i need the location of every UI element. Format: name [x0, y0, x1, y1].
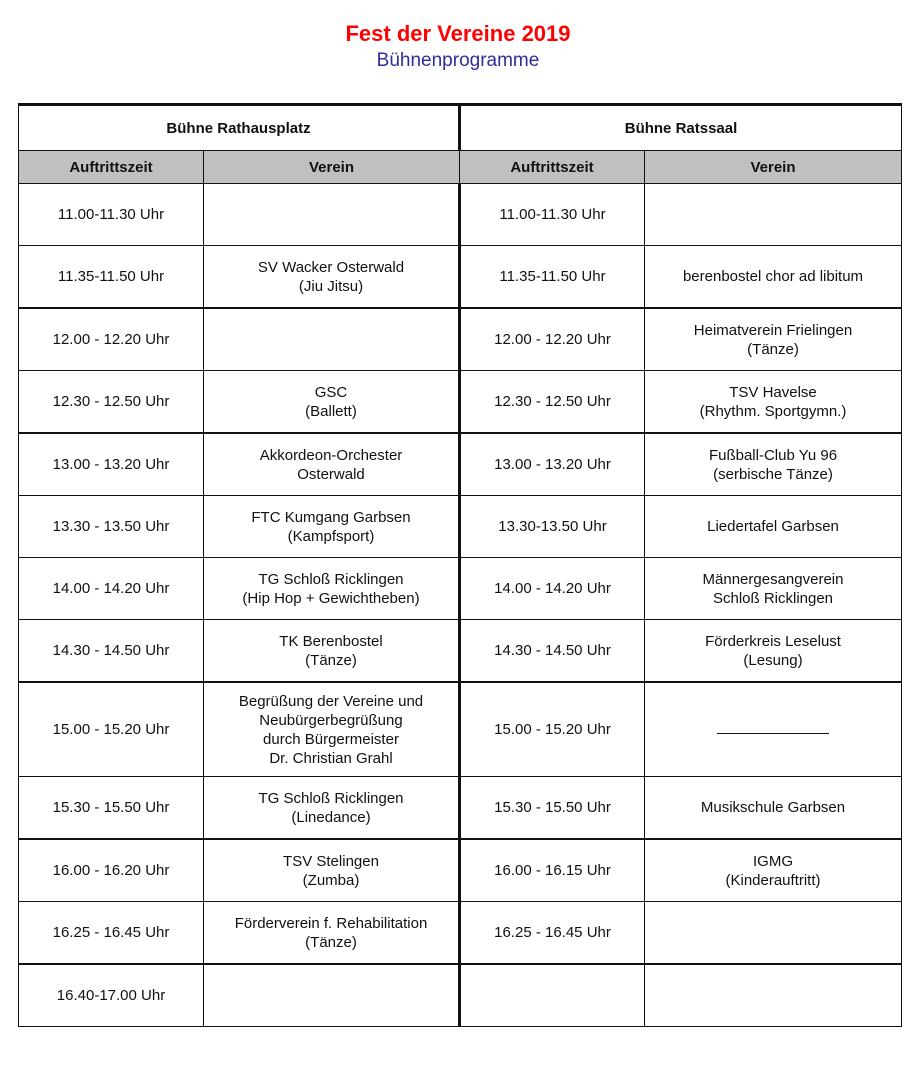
rathaus-club-cell — [204, 682, 460, 777]
rathaus-time-cell: 15.30 - 15.50 Uhr — [19, 777, 204, 840]
column-header-club-ratssaal: Verein — [645, 151, 902, 184]
rathaus-club-cell — [204, 777, 460, 840]
club-text-line: TK Berenbostel — [279, 632, 383, 650]
ratssaal-club-cell — [645, 839, 902, 902]
rathaus-club-cell — [204, 433, 460, 496]
club-text-line: Heimatverein Frielingen — [693, 321, 853, 339]
club-text-line: (Tänze) — [747, 340, 799, 358]
rathaus-club-cell — [204, 246, 460, 309]
ratssaal-time-cell: 15.30 - 15.50 Uhr — [460, 777, 645, 840]
program-body — [19, 184, 902, 1027]
column-header-time-rathaus: Auftrittszeit — [19, 151, 204, 184]
club-text-line: Begrüßung der Vereine und — [238, 692, 424, 710]
table-row — [19, 308, 902, 371]
stage-header-row — [19, 105, 902, 151]
club-text-line: Musikschule Garbsen — [700, 799, 846, 816]
ratssaal-time-cell: 16.25 - 16.45 Uhr — [460, 902, 645, 965]
stage-ratssaal-header: Bühne Ratssaal — [460, 105, 902, 151]
rathaus-time-cell: 15.00 - 15.20 Uhr — [19, 682, 204, 777]
club-text-line: (Lesung) — [743, 651, 803, 669]
ratssaal-time-cell — [460, 964, 645, 1027]
club-text-line: (Linedance) — [291, 808, 371, 826]
table-row — [19, 558, 902, 620]
club-text-line: Liedertafel Garbsen — [707, 518, 839, 535]
table-row — [19, 620, 902, 683]
ratssaal-club-cell — [645, 184, 902, 246]
club-text-line: Akkordeon-Orchester — [259, 446, 403, 464]
club-text-line: (Kinderauftritt) — [725, 871, 821, 889]
rathaus-club-cell — [204, 902, 460, 965]
ratssaal-club-cell — [645, 308, 902, 371]
club-text-line: (Tänze) — [305, 651, 357, 669]
club-text-line: Schloß Ricklingen — [712, 589, 834, 607]
club-text-line: TSV Havelse — [729, 383, 817, 401]
club-text-line: berenbostel chor ad libitum — [682, 268, 864, 285]
table-row — [19, 902, 902, 965]
rathaus-time-cell: 16.25 - 16.45 Uhr — [19, 902, 204, 965]
column-header-time-ratssaal: Auftrittszeit — [460, 151, 645, 184]
rathaus-time-cell: 11.35-11.50 Uhr — [19, 246, 204, 309]
placeholder-line — [717, 725, 829, 734]
stage-program-table — [18, 103, 902, 1027]
rathaus-club-cell — [204, 496, 460, 558]
club-text-line: durch Bürgermeister — [263, 730, 399, 748]
rathaus-time-cell: 12.00 - 12.20 Uhr — [19, 308, 204, 371]
club-text-line: (Ballett) — [305, 402, 357, 420]
club-text-line: Förderverein f. Rehabilitation — [234, 914, 428, 932]
club-text-line: Männergesangverein — [702, 570, 844, 588]
club-text-line: (serbische Tänze) — [713, 465, 833, 483]
ratssaal-club-cell — [645, 371, 902, 434]
ratssaal-time-cell: 14.00 - 14.20 Uhr — [460, 558, 645, 620]
club-text-line: (Hip Hop + Gewichtheben) — [242, 589, 420, 607]
ratssaal-time-cell: 12.30 - 12.50 Uhr — [460, 371, 645, 434]
ratssaal-time-cell: 12.00 - 12.20 Uhr — [460, 308, 645, 371]
ratssaal-club-cell — [645, 433, 902, 496]
ratssaal-club-cell — [645, 558, 902, 620]
rathaus-time-cell: 12.30 - 12.50 Uhr — [19, 371, 204, 434]
column-header-club-rathaus: Verein — [204, 151, 460, 184]
rathaus-club-cell — [204, 964, 460, 1027]
ratssaal-time-cell: 13.30-13.50 Uhr — [460, 496, 645, 558]
rathaus-time-cell: 13.00 - 13.20 Uhr — [19, 433, 204, 496]
rathaus-time-cell: 16.40-17.00 Uhr — [19, 964, 204, 1027]
club-text-line: (Tänze) — [305, 933, 357, 951]
ratssaal-club-cell — [645, 902, 902, 965]
club-text-line: Förderkreis Leselust — [705, 632, 841, 650]
club-text-line: TSV Stelingen — [283, 852, 379, 870]
club-text-line: SV Wacker Osterwald — [257, 258, 405, 276]
ratssaal-club-cell — [645, 496, 902, 558]
table-row — [19, 839, 902, 902]
ratssaal-time-cell: 14.30 - 14.50 Uhr — [460, 620, 645, 683]
ratssaal-time-cell: 16.00 - 16.15 Uhr — [460, 839, 645, 902]
rathaus-club-cell — [204, 308, 460, 371]
rathaus-time-cell: 14.00 - 14.20 Uhr — [19, 558, 204, 620]
table-row — [19, 371, 902, 434]
page-title: Fest der Vereine 2019 — [345, 21, 571, 46]
table-row — [19, 184, 902, 246]
rathaus-club-cell — [204, 558, 460, 620]
table-row — [19, 964, 902, 1027]
club-text-line: FTC Kumgang Garbsen — [251, 508, 411, 526]
rathaus-club-cell — [204, 371, 460, 434]
club-text-line: TG Schloß Ricklingen — [258, 789, 404, 807]
table-row — [19, 682, 902, 777]
ratssaal-club-cell — [645, 682, 902, 777]
ratssaal-club-cell — [645, 964, 902, 1027]
rathaus-club-cell — [204, 620, 460, 683]
ratssaal-time-cell: 13.00 - 13.20 Uhr — [460, 433, 645, 496]
column-header-row — [19, 151, 902, 184]
club-text-line: TG Schloß Ricklingen — [258, 570, 404, 588]
rathaus-time-cell: 13.30 - 13.50 Uhr — [19, 496, 204, 558]
rathaus-club-cell — [204, 184, 460, 246]
ratssaal-time-cell: 15.00 - 15.20 Uhr — [460, 682, 645, 777]
stage-rathausplatz-header: Bühne Rathausplatz — [19, 105, 460, 151]
page-subtitle: Bühnenprogramme — [376, 50, 540, 71]
table-row — [19, 777, 902, 840]
rathaus-time-cell: 11.00-11.30 Uhr — [19, 184, 204, 246]
ratssaal-club-cell — [645, 777, 902, 840]
club-text-line: Fußball-Club Yu 96 — [708, 446, 838, 464]
table-row — [19, 433, 902, 496]
table-row — [19, 246, 902, 309]
club-text-line: Osterwald — [297, 465, 365, 483]
club-text-line: GSC — [314, 383, 348, 401]
ratssaal-time-cell: 11.35-11.50 Uhr — [460, 246, 645, 309]
rathaus-time-cell: 14.30 - 14.50 Uhr — [19, 620, 204, 683]
ratssaal-time-cell: 11.00-11.30 Uhr — [460, 184, 645, 246]
ratssaal-club-cell — [645, 246, 902, 309]
rathaus-time-cell: 16.00 - 16.20 Uhr — [19, 839, 204, 902]
club-text-line: IGMG — [753, 852, 793, 870]
table-row — [19, 496, 902, 558]
rathaus-club-cell — [204, 839, 460, 902]
club-text-line: (Kampfsport) — [287, 527, 375, 545]
club-text-line: (Rhythm. Sportgymn.) — [699, 402, 847, 420]
club-text-line: Neubürgerbegrüßung — [259, 711, 403, 729]
club-text-line: Dr. Christian Grahl — [269, 749, 393, 767]
club-text-line: (Jiu Jitsu) — [298, 277, 364, 295]
ratssaal-club-cell — [645, 620, 902, 683]
club-text-line: (Zumba) — [302, 871, 360, 889]
